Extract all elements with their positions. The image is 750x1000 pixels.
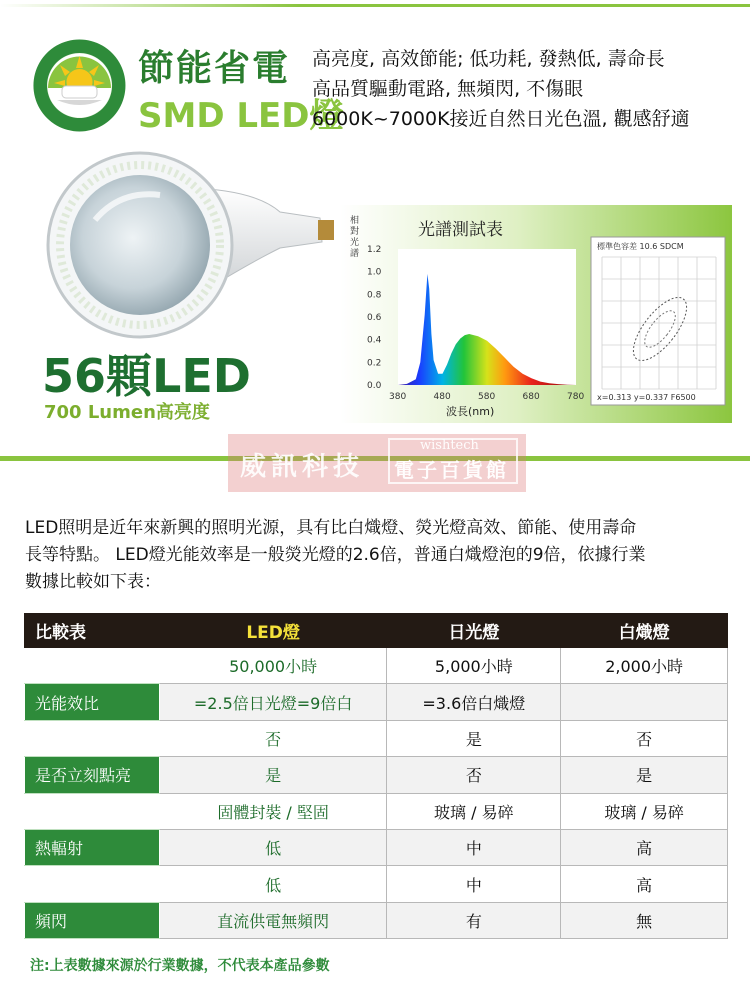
intro-paragraph xyxy=(25,515,730,596)
x-tick-label: 580 xyxy=(478,392,496,402)
cell-led: 是 xyxy=(159,757,387,793)
cell-fluorescent: 否 xyxy=(387,757,561,793)
table-row xyxy=(25,648,728,684)
cell-led: 直流供電無頻閃 xyxy=(159,902,387,938)
table-row xyxy=(25,902,728,938)
x-tick-label: 680 xyxy=(522,392,540,402)
cell-fluorescent: 有 xyxy=(387,902,561,938)
top-divider xyxy=(0,4,750,7)
y-axis-ticks xyxy=(367,245,382,391)
led-count-label: 56顆LED xyxy=(42,349,251,403)
y-tick-label: 1.0 xyxy=(367,267,382,278)
header-led: LED燈 xyxy=(159,614,387,648)
cell-fluorescent: =3.6倍白熾燈 xyxy=(387,684,561,720)
feature-line-2: 高品質驅動電路, 無頻閃, 不傷眼 xyxy=(312,78,584,100)
comparison-table xyxy=(24,613,728,939)
spectrum-chart xyxy=(340,205,732,423)
x-tick-label: 380 xyxy=(389,392,407,402)
table-header-row xyxy=(25,614,728,648)
watermark-en: wishtech xyxy=(420,438,479,453)
y-axis-label-char: 相 xyxy=(350,216,360,226)
cell-fluorescent: 是 xyxy=(387,720,561,756)
row-label: 安全性 xyxy=(25,793,160,829)
x-tick-label: 780 xyxy=(567,392,585,402)
lumen-label: 700 Lumen高亮度 xyxy=(44,402,210,423)
spectrum-panel xyxy=(340,205,732,423)
footnote: 注:上表數據來源於行業數據，不代表本產品參數 xyxy=(30,958,330,974)
watermark-cn: 威訊科技 xyxy=(240,452,365,482)
cell-led: 低 xyxy=(159,829,387,865)
row-label: 光能效比 xyxy=(25,684,160,720)
cell-led: 否 xyxy=(159,720,387,756)
y-axis-label-char: 譜 xyxy=(350,249,360,259)
magnifier-lamp-image xyxy=(40,150,350,350)
feature-line-1: 高亮度, 高效節能; 低功耗, 發熱低, 壽命長 xyxy=(312,48,665,70)
watermark-cn-sub: 電子百貨館 xyxy=(394,458,509,482)
table-row xyxy=(25,720,728,756)
y-tick-label: 0.2 xyxy=(367,358,382,369)
x-axis-ticks xyxy=(389,392,584,402)
cell-incandescent: 高 xyxy=(561,866,728,902)
cell-incandescent: 高 xyxy=(561,829,728,865)
header-incandescent: 白熾燈 xyxy=(561,614,728,648)
y-tick-label: 1.2 xyxy=(367,245,382,255)
table-row xyxy=(25,684,728,720)
cie-panel xyxy=(591,237,725,405)
cell-led: 低 xyxy=(159,866,387,902)
cie-reading: x=0.313 y=0.337 F6500 xyxy=(597,393,696,402)
y-tick-label: 0.8 xyxy=(367,290,382,301)
y-tick-label: 0.4 xyxy=(367,335,382,346)
cell-incandescent xyxy=(561,684,728,720)
table-row xyxy=(25,757,728,793)
cell-led: 50,000小時 xyxy=(159,648,387,684)
intro-line-3: 數據比較如下表： xyxy=(25,572,161,592)
watermark-stamp xyxy=(228,434,526,492)
cell-incandescent: 無 xyxy=(561,902,728,938)
row-label: 是否立刻點亮 xyxy=(25,757,160,793)
energy-saving-logo-icon xyxy=(32,38,127,133)
spectrum-title: 光譜測試表 xyxy=(418,220,503,240)
cell-led: =2.5倍日光燈=9倍白 xyxy=(159,684,387,720)
header-fluorescent: 日光燈 xyxy=(387,614,561,648)
cell-led: 固體封裝 / 堅固 xyxy=(159,793,387,829)
cell-incandescent: 2,000小時 xyxy=(561,648,728,684)
header-compare: 比較表 xyxy=(25,614,160,648)
y-axis-label xyxy=(350,214,359,259)
cell-fluorescent: 玻璃 / 易碎 xyxy=(387,793,561,829)
feature-list xyxy=(312,44,690,134)
table-row xyxy=(25,829,728,865)
y-axis-label-char: 對 xyxy=(350,227,360,237)
title-energy-saving: 節能省電 xyxy=(138,48,291,89)
x-axis-label: 波長(nm) xyxy=(446,405,495,418)
cell-fluorescent: 中 xyxy=(387,829,561,865)
y-tick-label: 0.6 xyxy=(367,313,382,323)
row-label: 是否含汞 xyxy=(25,720,160,756)
intro-line-1: LED照明是近年來新興的照明光源，具有比白熾燈、熒光燈高效、節能、使用壽命 xyxy=(25,518,637,538)
table-row xyxy=(25,793,728,829)
row-label: 頻閃 xyxy=(25,902,160,938)
row-label: 熱輻射 xyxy=(25,829,160,865)
cie-label: 標準色容差 10.6 SDCM xyxy=(597,242,684,251)
table-row xyxy=(25,866,728,902)
cell-incandescent: 玻璃 / 易碎 xyxy=(561,793,728,829)
title-smd-led: SMD LED燈 xyxy=(138,96,344,136)
x-tick-label: 480 xyxy=(433,392,451,402)
cell-fluorescent: 中 xyxy=(387,866,561,902)
cell-incandescent: 是 xyxy=(561,757,728,793)
row-label: 電磁波 xyxy=(25,866,160,902)
feature-line-3: 6000K~7000K接近自然日光色溫, 觀感舒適 xyxy=(312,108,690,130)
intro-line-2: 長等特點。 LED燈光能效率是一般熒光燈的2.6倍，普通白熾燈泡的9倍，依據行業 xyxy=(25,545,646,565)
y-axis-label-char: 光 xyxy=(350,238,360,248)
cell-incandescent: 否 xyxy=(561,720,728,756)
cell-fluorescent: 5,000小時 xyxy=(387,648,561,684)
y-tick-label: 0.0 xyxy=(367,381,382,391)
row-label: 平均使用壽命 xyxy=(25,648,160,684)
